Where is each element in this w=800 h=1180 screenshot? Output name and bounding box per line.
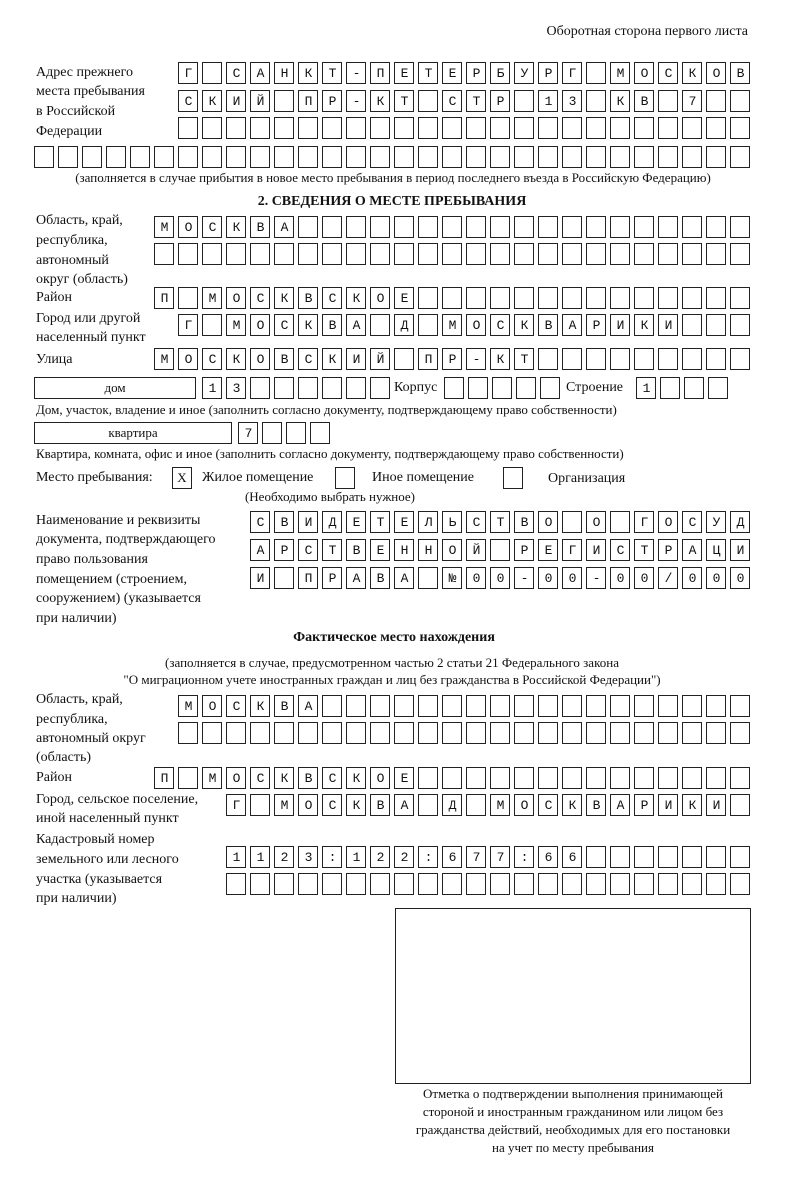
char-cell[interactable] xyxy=(540,377,560,399)
flat-note: Квартира, комната, офис и иное (заполнить согласно документу, подтверждающему право собственности) xyxy=(36,446,624,461)
doc-label-3: право пользования xyxy=(36,552,148,567)
char-cell[interactable] xyxy=(442,287,462,309)
char-cell[interactable] xyxy=(706,117,726,139)
char-cell[interactable] xyxy=(444,377,464,399)
char-cell[interactable] xyxy=(466,146,486,168)
char-cell[interactable] xyxy=(490,117,510,139)
char-cell[interactable] xyxy=(322,873,342,895)
char-cell[interactable] xyxy=(706,767,726,789)
district-row-text: П МОСКВСКОЕ xyxy=(160,291,425,306)
char-cell[interactable] xyxy=(226,117,246,139)
char-cell[interactable] xyxy=(466,873,486,895)
cadastral-label-2: земельного или лесного xyxy=(36,852,179,867)
char-cell[interactable] xyxy=(682,146,702,168)
char-cell[interactable] xyxy=(394,243,414,265)
char-cell[interactable] xyxy=(274,146,294,168)
char-cell[interactable] xyxy=(490,722,510,744)
char-cell[interactable] xyxy=(370,243,390,265)
char-cell[interactable] xyxy=(466,287,486,309)
char-cell[interactable] xyxy=(634,146,654,168)
char-cell[interactable] xyxy=(394,216,414,238)
char-cell[interactable] xyxy=(730,314,750,336)
char-cell[interactable] xyxy=(658,216,678,238)
char-cell[interactable] xyxy=(682,117,702,139)
char-cell[interactable] xyxy=(418,243,438,265)
char-cell[interactable] xyxy=(586,117,606,139)
city-label-1: Город или другой xyxy=(36,311,141,326)
house-number-text: 13 xyxy=(208,381,257,396)
char-cell[interactable] xyxy=(418,722,438,744)
actual-district-label: Район xyxy=(36,770,72,785)
char-cell[interactable] xyxy=(562,767,582,789)
doc-label-6: при наличии) xyxy=(36,611,117,626)
char-cell[interactable] xyxy=(394,873,414,895)
char-cell[interactable] xyxy=(730,348,750,370)
stay-option-organization: Организация xyxy=(548,471,626,486)
doc-label-2: документа, подтверждающего xyxy=(36,532,216,547)
char-cell[interactable] xyxy=(610,722,630,744)
char-cell[interactable] xyxy=(442,695,462,717)
stamp-caption-3: гражданства действий, необходимых для его постановки xyxy=(415,1122,731,1137)
char-cell[interactable] xyxy=(634,243,654,265)
char-cell[interactable] xyxy=(730,146,750,168)
actual-region-label-1: Область, край, xyxy=(36,692,123,707)
stay-label: Место пребывания: xyxy=(36,470,153,485)
char-cell[interactable] xyxy=(682,695,702,717)
char-cell[interactable] xyxy=(730,846,750,868)
section-2-title: 2. СВЕДЕНИЯ О МЕСТЕ ПРЕБЫВАНИЯ xyxy=(257,194,527,209)
char-cell[interactable] xyxy=(370,873,390,895)
char-cell[interactable] xyxy=(514,117,534,139)
stay-note: (Необходимо выбрать нужное) xyxy=(244,489,416,504)
char-cell[interactable] xyxy=(586,695,606,717)
doc-label-4: помещением (строением, xyxy=(36,572,187,587)
char-cell[interactable] xyxy=(706,314,726,336)
char-cell[interactable] xyxy=(516,377,536,399)
char-cell[interactable] xyxy=(610,348,630,370)
char-cell[interactable] xyxy=(730,90,750,112)
char-cell[interactable] xyxy=(418,117,438,139)
char-cell[interactable] xyxy=(730,117,750,139)
flat-type-box[interactable]: квартира xyxy=(34,422,232,444)
stamp-caption-1: Отметка о подтверждении выполнения принимающей xyxy=(422,1086,724,1101)
char-cell[interactable] xyxy=(58,146,78,168)
char-cell[interactable] xyxy=(250,722,270,744)
char-cell[interactable] xyxy=(730,722,750,744)
char-cell[interactable] xyxy=(442,146,462,168)
region-row-1-text: МОСКВА xyxy=(160,220,305,235)
char-cell[interactable] xyxy=(466,243,486,265)
char-cell[interactable] xyxy=(442,216,462,238)
char-cell[interactable] xyxy=(322,117,342,139)
char-cell[interactable] xyxy=(490,287,510,309)
cadastral-label-1: Кадастровый номер xyxy=(36,832,155,847)
char-cell[interactable] xyxy=(492,377,512,399)
char-cell[interactable] xyxy=(682,348,702,370)
page-header: Оборотная сторона первого листа xyxy=(546,24,748,39)
prev-address-label-3: в Российской xyxy=(36,104,116,119)
char-cell[interactable] xyxy=(250,117,270,139)
char-cell[interactable] xyxy=(634,117,654,139)
char-cell[interactable] xyxy=(298,117,318,139)
cadastral-label-3: участка (указывается xyxy=(36,872,163,887)
char-cell[interactable] xyxy=(250,873,270,895)
region-label-3: автономный xyxy=(36,253,109,268)
char-cell[interactable] xyxy=(538,722,558,744)
char-cell[interactable] xyxy=(730,873,750,895)
char-cell[interactable] xyxy=(298,243,318,265)
cadastral-number-text: 1123:122:677:66 xyxy=(232,850,593,865)
char-cell[interactable] xyxy=(730,287,750,309)
char-cell[interactable] xyxy=(202,146,222,168)
char-cell[interactable] xyxy=(298,146,318,168)
char-cell[interactable] xyxy=(202,117,222,139)
prev-address-label-4: Федерации xyxy=(36,124,103,139)
doc-label-5: сооружением) (указывается xyxy=(36,591,201,606)
char-cell[interactable] xyxy=(298,722,318,744)
char-cell[interactable] xyxy=(442,767,462,789)
char-cell[interactable] xyxy=(514,722,534,744)
char-cell[interactable] xyxy=(346,146,366,168)
char-cell[interactable] xyxy=(346,243,366,265)
char-cell[interactable] xyxy=(370,146,390,168)
region-label-4: округ (область) xyxy=(36,272,128,287)
cadastral-label-4: при наличии) xyxy=(36,891,117,906)
stay-option-other: Иное помещение xyxy=(372,470,474,485)
prev-address-label-1: Адрес прежнего xyxy=(36,65,133,80)
building-label: Строение xyxy=(566,380,624,395)
char-cell[interactable] xyxy=(610,695,630,717)
char-cell[interactable] xyxy=(658,117,678,139)
char-cell[interactable] xyxy=(610,846,630,868)
char-cell[interactable] xyxy=(610,243,630,265)
char-cell[interactable] xyxy=(684,377,704,399)
char-cell[interactable] xyxy=(370,117,390,139)
char-cell[interactable] xyxy=(538,117,558,139)
char-cell[interactable] xyxy=(562,348,582,370)
street-label: Улица xyxy=(36,352,73,367)
char-cell[interactable] xyxy=(658,722,678,744)
char-cell[interactable] xyxy=(346,722,366,744)
char-cell[interactable] xyxy=(106,146,126,168)
char-cell[interactable] xyxy=(658,146,678,168)
char-cell[interactable] xyxy=(514,216,534,238)
char-cell[interactable] xyxy=(682,846,702,868)
char-cell[interactable] xyxy=(586,722,606,744)
actual-city-label-2: иной населенный пункт xyxy=(36,811,179,826)
char-cell[interactable] xyxy=(466,117,486,139)
char-cell[interactable] xyxy=(514,146,534,168)
char-cell[interactable] xyxy=(586,348,606,370)
char-cell[interactable] xyxy=(586,243,606,265)
char-cell[interactable] xyxy=(178,243,198,265)
char-cell[interactable] xyxy=(418,873,438,895)
char-cell[interactable] xyxy=(226,873,246,895)
stamp-caption-4: на учет по месту пребывания xyxy=(492,1140,654,1155)
char-cell[interactable] xyxy=(538,287,558,309)
char-cell[interactable] xyxy=(682,287,702,309)
char-cell[interactable] xyxy=(274,722,294,744)
char-cell[interactable] xyxy=(226,243,246,265)
char-cell[interactable] xyxy=(706,846,726,868)
district-label: Район xyxy=(36,290,72,305)
char-cell[interactable] xyxy=(418,695,438,717)
char-cell[interactable] xyxy=(706,695,726,717)
char-cell[interactable] xyxy=(562,873,582,895)
char-cell[interactable] xyxy=(634,216,654,238)
char-cell[interactable] xyxy=(682,216,702,238)
char-cell[interactable] xyxy=(490,767,510,789)
char-cell[interactable] xyxy=(634,767,654,789)
stay-checkbox-organization[interactable] xyxy=(503,467,523,489)
char-cell[interactable] xyxy=(490,873,510,895)
stay-checkbox-other[interactable] xyxy=(335,467,355,489)
char-cell[interactable] xyxy=(634,287,654,309)
char-cell[interactable] xyxy=(634,348,654,370)
char-cell[interactable] xyxy=(466,216,486,238)
doc-row-2-text: АРСТВЕННОЙ РЕГИСТРАЦИ xyxy=(256,543,761,558)
char-cell[interactable] xyxy=(514,767,534,789)
stamp-box xyxy=(395,908,751,1084)
street-row-text: МОСКОВСКИЙ ПР-КТ xyxy=(160,352,545,367)
char-cell[interactable] xyxy=(610,287,630,309)
korpus-label: Корпус xyxy=(394,380,438,395)
prev-address-label-2: места пребывания xyxy=(36,84,145,99)
char-cell[interactable] xyxy=(658,846,678,868)
char-cell[interactable] xyxy=(442,722,462,744)
char-cell[interactable] xyxy=(706,243,726,265)
char-cell[interactable] xyxy=(730,243,750,265)
stamp-caption-2: стороной и иностранным гражданином или лицом без xyxy=(422,1104,724,1119)
char-cell[interactable] xyxy=(274,117,294,139)
char-cell[interactable] xyxy=(394,695,414,717)
char-cell[interactable] xyxy=(538,146,558,168)
char-cell[interactable] xyxy=(250,146,270,168)
char-cell[interactable] xyxy=(466,695,486,717)
house-note: Дом, участок, владение и иное (заполнить согласно документу, подтверждающему право собственности) xyxy=(36,402,617,417)
char-cell[interactable] xyxy=(658,767,678,789)
char-cell[interactable] xyxy=(610,216,630,238)
actual-region-label-2: республика, xyxy=(36,712,108,727)
char-cell[interactable] xyxy=(658,695,678,717)
actual-note-1: (заполняется в случае, предусмотренном частью 2 статьи 21 Федерального закона xyxy=(165,655,619,670)
char-cell[interactable] xyxy=(634,873,654,895)
char-cell[interactable] xyxy=(610,873,630,895)
char-cell[interactable] xyxy=(322,722,342,744)
char-cell[interactable] xyxy=(562,243,582,265)
char-cell[interactable] xyxy=(34,146,54,168)
char-cell[interactable] xyxy=(202,722,222,744)
actual-region-label-4: (область) xyxy=(36,750,92,765)
char-cell[interactable] xyxy=(178,117,198,139)
char-cell[interactable] xyxy=(442,117,462,139)
char-cell[interactable] xyxy=(274,243,294,265)
char-cell[interactable] xyxy=(310,422,330,444)
char-cell[interactable] xyxy=(466,767,486,789)
char-cell[interactable] xyxy=(394,117,414,139)
char-cell[interactable] xyxy=(154,146,174,168)
actual-note-2: "О миграционном учете иностранных граждан и лиц без гражданства в Российской Федерации") xyxy=(123,672,661,687)
char-cell[interactable] xyxy=(370,216,390,238)
char-cell[interactable] xyxy=(418,216,438,238)
char-cell[interactable] xyxy=(178,722,198,744)
char-cell[interactable] xyxy=(418,146,438,168)
building-text: 1 xyxy=(642,381,667,396)
region-label-1: Область, край, xyxy=(36,213,123,228)
char-cell[interactable] xyxy=(562,146,582,168)
char-cell[interactable] xyxy=(538,216,558,238)
char-cell[interactable] xyxy=(706,146,726,168)
char-cell[interactable] xyxy=(298,377,318,399)
char-cell[interactable] xyxy=(490,216,510,238)
char-cell[interactable] xyxy=(562,117,582,139)
char-cell[interactable] xyxy=(610,767,630,789)
city-row-text: Г МОСКВА Д МОСКВАРИКИ xyxy=(184,318,689,333)
char-cell[interactable] xyxy=(322,146,342,168)
char-cell[interactable] xyxy=(658,873,678,895)
char-cell[interactable] xyxy=(658,243,678,265)
char-cell[interactable] xyxy=(538,243,558,265)
char-cell[interactable] xyxy=(370,722,390,744)
char-cell[interactable] xyxy=(346,377,366,399)
char-cell[interactable] xyxy=(514,695,534,717)
char-cell[interactable] xyxy=(682,767,702,789)
char-cell[interactable] xyxy=(514,243,534,265)
char-cell[interactable] xyxy=(730,695,750,717)
char-cell[interactable] xyxy=(322,243,342,265)
actual-city-text: Г МОСКВА Д МОСКВАРИКИ xyxy=(232,798,737,813)
doc-label-1: Наименование и реквизиты xyxy=(36,513,201,528)
char-cell[interactable] xyxy=(538,873,558,895)
char-cell[interactable] xyxy=(346,117,366,139)
char-cell[interactable] xyxy=(370,695,390,717)
char-cell[interactable] xyxy=(154,243,174,265)
actual-city-label-1: Город, сельское поселение, xyxy=(36,792,199,807)
region-label-2: республика, xyxy=(36,233,108,248)
char-cell[interactable] xyxy=(346,873,366,895)
prev-address-note: (заполняется в случае прибытия в новое место пребывания в период последнего въезда в Российскую Федерацию) xyxy=(75,170,711,185)
char-cell[interactable] xyxy=(538,767,558,789)
actual-location-title: Фактическое место нахождения xyxy=(293,630,495,645)
char-cell[interactable] xyxy=(562,695,582,717)
actual-region-row-1-text: МОСКВА xyxy=(184,699,329,714)
char-cell[interactable] xyxy=(658,287,678,309)
prev-address-row-2-text: СКИЙ ПР-КТ СТР 13 КВ 7 xyxy=(184,94,713,109)
house-type-box[interactable]: дом xyxy=(34,377,196,399)
char-cell[interactable] xyxy=(442,873,462,895)
char-cell[interactable] xyxy=(82,146,102,168)
char-cell[interactable] xyxy=(394,146,414,168)
char-cell[interactable] xyxy=(490,695,510,717)
char-cell[interactable] xyxy=(634,695,654,717)
char-cell[interactable] xyxy=(202,243,222,265)
char-cell[interactable] xyxy=(466,722,486,744)
doc-row-3-text: И ПРАВА №00-00-00/000 xyxy=(256,571,761,586)
char-cell[interactable] xyxy=(730,767,750,789)
char-cell[interactable] xyxy=(226,722,246,744)
char-cell[interactable] xyxy=(706,348,726,370)
char-cell[interactable] xyxy=(586,767,606,789)
actual-region-label-3: автономный округ xyxy=(36,731,146,746)
char-cell[interactable] xyxy=(562,722,582,744)
char-cell[interactable] xyxy=(706,216,726,238)
char-cell[interactable] xyxy=(538,695,558,717)
char-cell[interactable] xyxy=(682,243,702,265)
char-cell[interactable] xyxy=(442,243,462,265)
char-cell[interactable] xyxy=(370,377,390,399)
char-cell[interactable] xyxy=(226,146,246,168)
char-cell[interactable] xyxy=(586,216,606,238)
stay-option-residential: Жилое помещение xyxy=(202,470,314,485)
char-cell[interactable] xyxy=(490,146,510,168)
actual-district-text: П МОСКВСКОЕ xyxy=(160,771,425,786)
char-cell[interactable] xyxy=(274,377,294,399)
char-cell[interactable] xyxy=(298,873,318,895)
char-cell[interactable] xyxy=(562,287,582,309)
char-cell[interactable] xyxy=(490,243,510,265)
prev-address-row-1-text: Г САНКТ-ПЕТЕРБУРГ МОСКОВ xyxy=(184,66,761,81)
char-cell[interactable] xyxy=(634,846,654,868)
char-cell[interactable] xyxy=(586,873,606,895)
char-cell[interactable] xyxy=(274,873,294,895)
char-cell[interactable] xyxy=(130,146,150,168)
char-cell[interactable] xyxy=(178,146,198,168)
doc-row-1-text: СВИДЕТЕЛЬСТВО О ГОСУД xyxy=(256,515,761,530)
char-cell[interactable] xyxy=(322,216,342,238)
char-cell[interactable] xyxy=(586,287,606,309)
char-cell[interactable] xyxy=(346,216,366,238)
char-cell[interactable] xyxy=(682,722,702,744)
char-cell[interactable] xyxy=(514,287,534,309)
char-cell[interactable] xyxy=(730,216,750,238)
char-cell[interactable] xyxy=(610,117,630,139)
char-cell[interactable] xyxy=(250,243,270,265)
char-cell[interactable] xyxy=(708,377,728,399)
char-cell[interactable] xyxy=(706,873,726,895)
char-cell[interactable] xyxy=(468,377,488,399)
char-cell[interactable] xyxy=(706,287,726,309)
char-cell[interactable] xyxy=(610,146,630,168)
char-cell[interactable] xyxy=(562,216,582,238)
char-cell[interactable] xyxy=(514,873,534,895)
char-cell[interactable] xyxy=(658,348,678,370)
char-cell[interactable] xyxy=(586,146,606,168)
stay-checkbox-residential[interactable]: X xyxy=(172,467,192,489)
char-cell[interactable] xyxy=(706,722,726,744)
char-cell[interactable] xyxy=(682,873,702,895)
char-cell[interactable] xyxy=(322,377,342,399)
city-label-2: населенный пункт xyxy=(36,330,146,345)
char-cell[interactable] xyxy=(286,422,306,444)
char-cell[interactable] xyxy=(394,722,414,744)
char-cell[interactable] xyxy=(346,695,366,717)
char-cell[interactable] xyxy=(634,722,654,744)
flat-number-text: 7 xyxy=(244,426,269,441)
